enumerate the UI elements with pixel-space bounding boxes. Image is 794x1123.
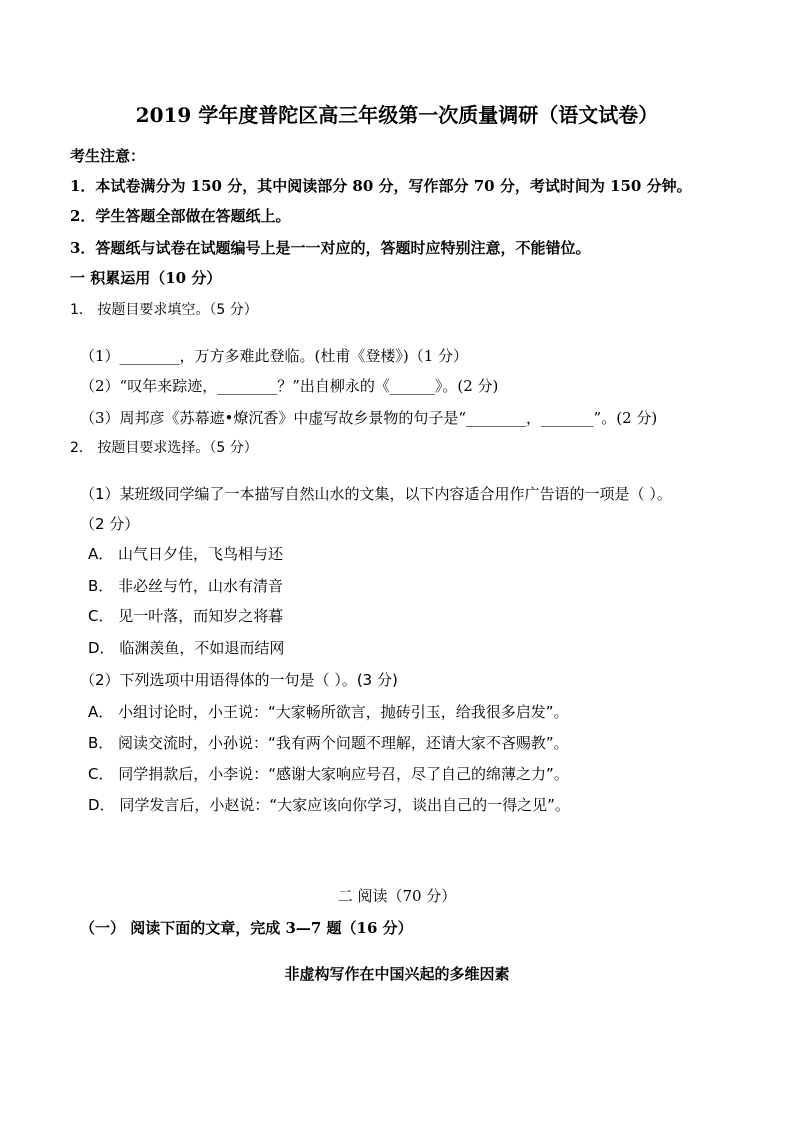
fill-blank-item: （3）周邦彦《苏幕遮•燎沉香》中虚写故乡景物的句子是“________，_______”。(2 分) bbox=[80, 409, 658, 427]
question-stem: 2． 按题目要求选择。（5 分） bbox=[70, 440, 258, 456]
reading-part-heading: （一） 阅读下面的文章，完成 3—7 题（16 分） bbox=[80, 919, 413, 937]
choice-option: C． 见一叶落，而知岁之将暮 bbox=[88, 607, 284, 625]
sub-question-score: （2 分） bbox=[80, 515, 140, 533]
article-title: 非虚构写作在中国兴起的多维因素 bbox=[284, 965, 510, 983]
notice-heading: 考生注意： bbox=[70, 147, 146, 165]
fill-blank-item: （2）“叹年来踪迹，________？”出自柳永的《______》。(2 分) bbox=[80, 377, 499, 395]
choice-option: B． 非必丝与竹，山水有清音 bbox=[88, 577, 284, 595]
exam-title: 2019 学年度普陀区高三年级第一次质量调研（语文试卷） bbox=[135, 103, 659, 127]
choice-option: D． 同学发言后，小赵说：“大家应该向你学习，谈出自己的一得之见”。 bbox=[88, 796, 570, 814]
sub-question-stem: （2）下列选项中用语得体的一句是（ ）。(3 分) bbox=[80, 671, 398, 689]
fill-blank-item: （1）________，万方多难此登临。(杜甫《登楼》)（1 分） bbox=[80, 347, 469, 365]
choice-option: B． 阅读交流时，小孙说：“我有两个问题不理解，还请大家不吝赐教”。 bbox=[88, 734, 569, 752]
choice-option: D． 临渊羡鱼，不如退而结网 bbox=[88, 639, 285, 657]
choice-option: C． 同学捐款后，小李说：“感谢大家响应号召，尽了自己的绵薄之力”。 bbox=[88, 765, 569, 783]
notice-item: 3．答题纸与试卷在试题编号上是一一对应的，答题时应特别注意，不能错位。 bbox=[70, 239, 591, 257]
section-heading: 一 积累运用（10 分） bbox=[70, 269, 222, 287]
notice-item: 2．学生答题全部做在答题纸上。 bbox=[70, 207, 291, 225]
question-stem: 1． 按题目要求填空。（5 分） bbox=[70, 302, 258, 318]
choice-option: A． 小组讨论时，小王说：“大家畅所欲言，抛砖引玉，给我很多启发”。 bbox=[88, 703, 569, 721]
choice-option: A． 山气日夕佳，飞鸟相与还 bbox=[88, 545, 284, 563]
section-heading: 二 阅读（70 分） bbox=[337, 887, 457, 905]
sub-question-stem: （1）某班级同学编了一本描写自然山水的文集，以下内容适合用作广告语的一项是（ ）。 bbox=[80, 485, 672, 503]
notice-item: 1．本试卷满分为 150 分，其中阅读部分 80 分，写作部分 70 分，考试时间为 150 分钟。 bbox=[70, 177, 692, 195]
